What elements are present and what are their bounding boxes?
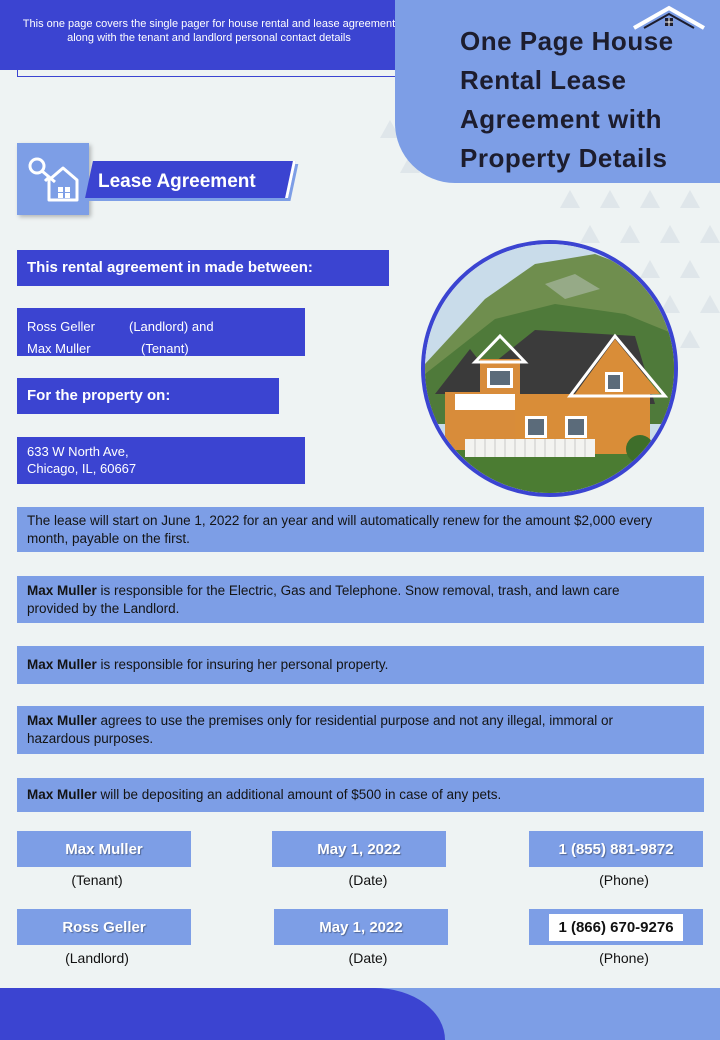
title-line-1: One Page House: [460, 26, 674, 56]
clause-text: agrees to use the premises only for residential purpose and not any illegal, immoral or hazardous purposes.: [27, 713, 614, 746]
clause-lease-term: [17, 507, 704, 552]
landlord-caption: (Landlord): [65, 950, 129, 966]
title-line-4: Property Details: [460, 143, 668, 173]
clause-bold: Max Muller: [27, 582, 97, 598]
tenant-caption: (Tenant): [71, 872, 123, 888]
clause-text: is responsible for insuring her personal property.: [96, 657, 389, 672]
house-key-icon-box: [17, 143, 89, 215]
clause-residential-use: [17, 706, 704, 754]
clause-bold: Max Muller: [27, 657, 97, 672]
house-key-icon: [27, 156, 79, 202]
property-address: [17, 437, 305, 484]
lease-agreement-label: Lease Agreement: [98, 171, 256, 192]
address-line-2: Chicago, IL, 60667: [27, 461, 137, 476]
property-label: For the property on:: [17, 378, 279, 414]
landlord-name: Ross Geller: [27, 319, 95, 334]
tenant-role: (Tenant): [141, 341, 189, 356]
page-title: [460, 22, 715, 178]
tenant-signature-date: May 1, 2022: [272, 831, 446, 867]
made-between-label: This rental agreement in made between:: [17, 250, 389, 286]
landlord-date-caption: (Date): [348, 950, 388, 966]
tenant-name: Max Muller: [27, 341, 91, 356]
landlord-signature-name: Ross Geller: [17, 909, 191, 945]
clause-pet-deposit: [17, 778, 704, 812]
house-photo: [421, 240, 678, 497]
intro-text: This one page covers the single pager for house rental and lease agreement along with the tenant and landlord personal contact details: [22, 18, 396, 44]
clause-text: The lease will start on June 1, 2022 for an year and will automatically renew for the amount $2,000 every month, payable on the first.: [27, 512, 653, 546]
tenant-phone: 1 (855) 881-9872: [529, 831, 703, 867]
address-line-1: 633 W North Ave,: [27, 444, 129, 459]
clause-text: will be depositing an additional amount of $500 in case of any pets.: [96, 787, 502, 802]
clause-text: is responsible for the Electric, Gas and Telephone. Snow removal, trash, and lawn care provided by the Landlord.: [27, 582, 620, 616]
title-line-2: Rental Lease: [460, 65, 627, 95]
landlord-signature-date: May 1, 2022: [274, 909, 448, 945]
clause-insurance: [17, 646, 704, 684]
landlord-phone: 1 (866) 670-9276: [549, 914, 682, 941]
parties-box: [17, 308, 305, 356]
tenant-signature-name: Max Muller: [17, 831, 191, 867]
tenant-phone-caption: (Phone): [599, 872, 649, 888]
footer-band-dark: [0, 988, 445, 1040]
landlord-phone-caption: (Phone): [599, 950, 649, 966]
clause-bold: Max Muller: [27, 713, 97, 728]
house-illustration: [425, 244, 674, 493]
landlord-phone-box: [529, 909, 703, 945]
clause-bold: Max Muller: [27, 787, 97, 802]
clause-utilities: [17, 576, 704, 623]
title-line-3: Agreement with: [460, 104, 663, 134]
tenant-date-caption: (Date): [348, 872, 388, 888]
landlord-role: (Landlord) and: [129, 319, 214, 334]
